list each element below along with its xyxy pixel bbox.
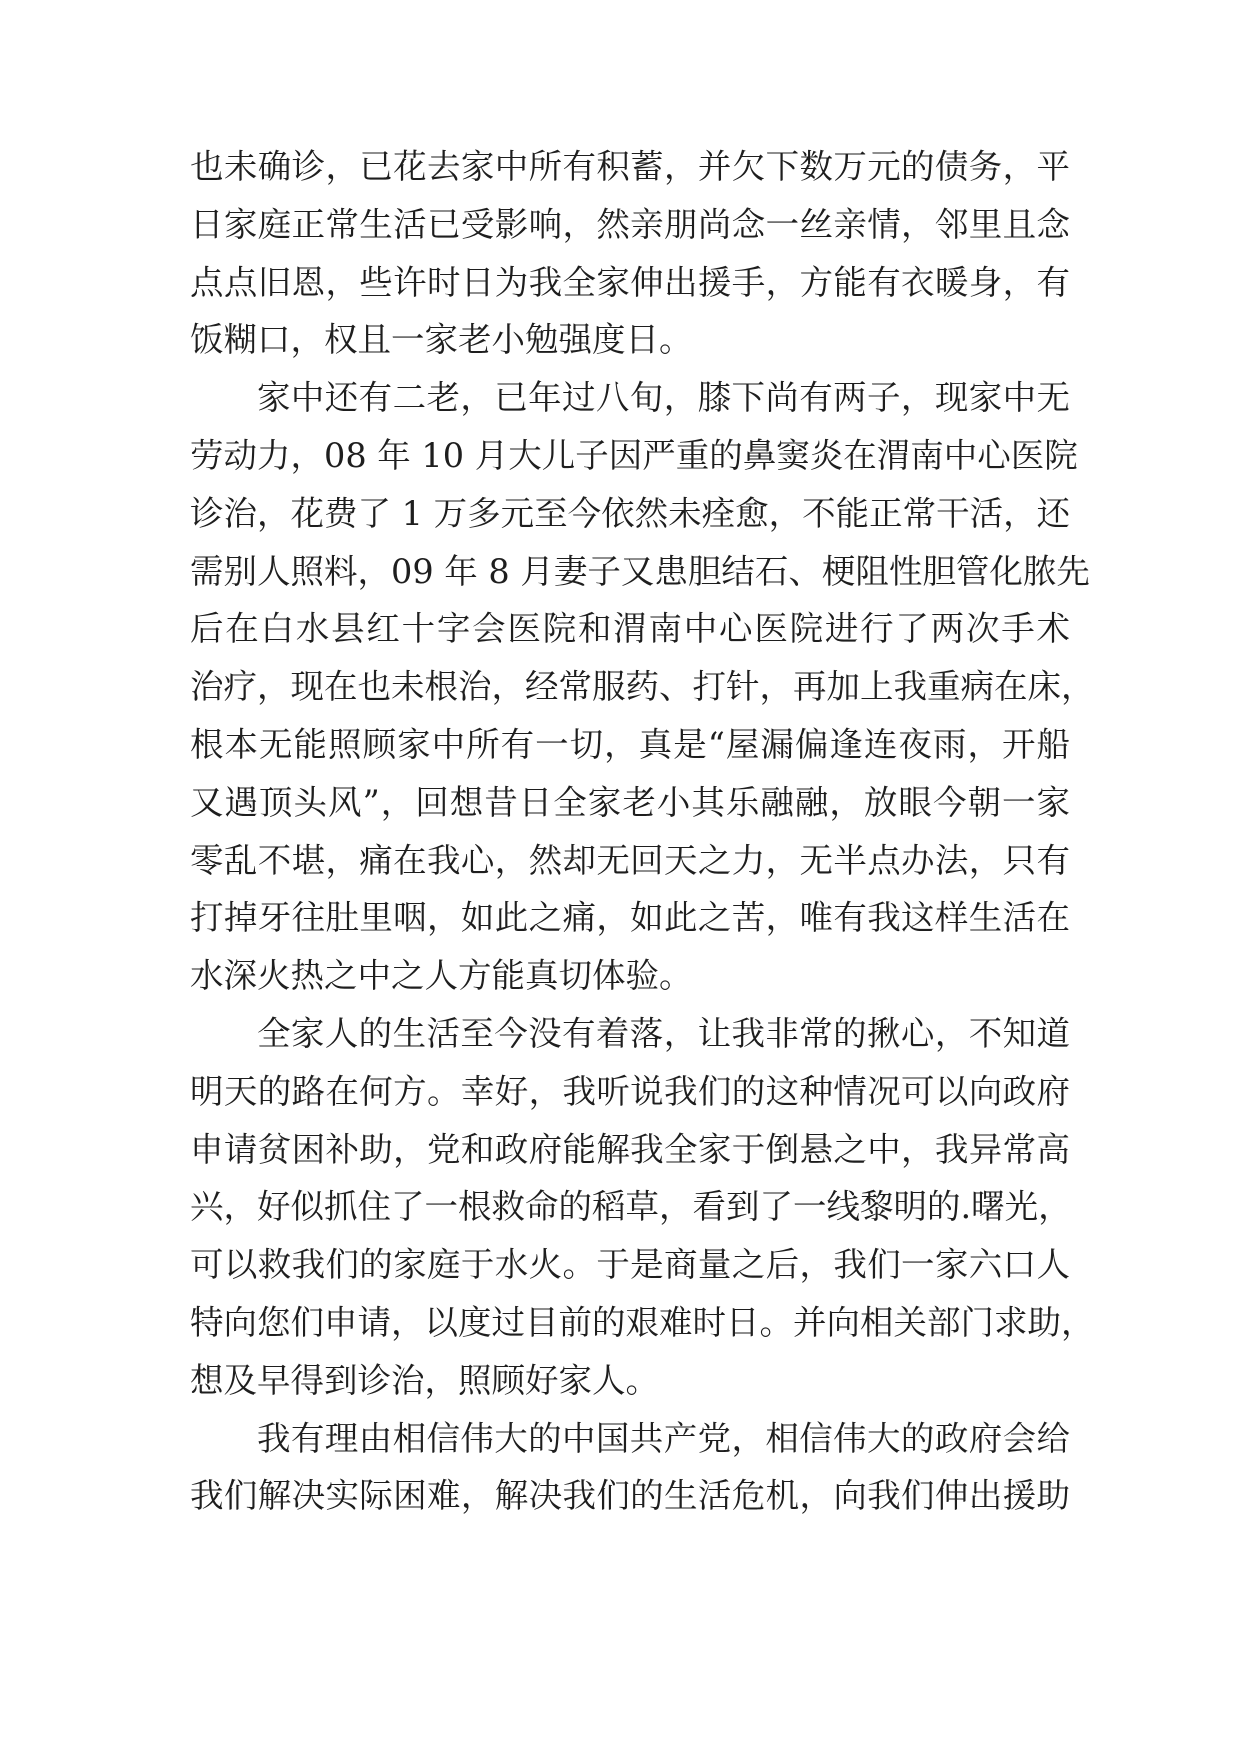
text-line: 点点旧恩，些许时日为我全家伸出援手，方能有衣暖身，有 (190, 262, 1070, 302)
paragraph-4 (190, 1410, 1070, 1526)
text-line: 家中还有二老，已年过八旬，膝下尚有两子，现家中无 (257, 378, 1070, 418)
text-line: 日家庭正常生活已受影响，然亲朋尚念一丝亲情，邻里且念 (190, 204, 1070, 244)
paragraph-2 (190, 369, 1095, 1005)
text-line: 兴，好似抓住了一根救命的稻草，看到了一线黎明的.曙光， (190, 1187, 1072, 1227)
text-line: 零乱不堪，痛在我心，然却无回天之力，无半点办法，只有 (190, 840, 1070, 880)
text-line: 打掉牙往肚里咽，如此之痛，如此之苦，唯有我这样生活在 (190, 898, 1070, 938)
text-line: 特向您们申请，以度过目前的艰难时日。并向相关部门求助， (190, 1302, 1095, 1342)
text-line: 全家人的生活至今没有着落，让我非常的揪心，不知道 (257, 1013, 1070, 1053)
text-line: 水深火热之中之人方能真切体验。 (190, 956, 693, 996)
text-line: 需别人照料，09 年 8 月妻子又患胆结石、梗阻性胆管化脓先 (190, 551, 1090, 591)
body-text (190, 138, 1095, 1525)
text-line: 想及早得到诊治，照顾好家人。 (190, 1360, 659, 1400)
text-line: 申请贫困补助，党和政府能解我全家于倒悬之中，我异常高 (190, 1129, 1070, 1169)
text-line: 我们解决实际困难，解决我们的生活危机，向我们伸出援助 (190, 1476, 1070, 1516)
text-line: 饭糊口，权且一家老小勉强度日。 (190, 320, 693, 360)
text-line: 也未确诊，已花去家中所有积蓄，并欠下数万元的债务，平 (190, 147, 1070, 186)
text-line: 根本无能照顾家中所有一切，真是“屋漏偏逢连夜雨，开船 (190, 724, 1070, 764)
text-line: 我有理由相信伟大的中国共产党，相信伟大的政府会给 (257, 1418, 1070, 1458)
text-line: 治疗，现在也未根治，经常服药、打针，再加上我重病在床， (190, 667, 1095, 707)
paragraph-1 (190, 138, 1070, 369)
text-line: 又遇顶头风”，回想昔日全家老小其乐融融，放眼今朝一家 (190, 782, 1070, 822)
text-line: 后在白水县红十字会医院和渭南中心医院进行了两次手术 (190, 609, 1070, 649)
text-line: 可以救我们的家庭于水火。于是商量之后，我们一家六口人 (190, 1245, 1070, 1285)
text-line: 明天的路在何方。幸好，我听说我们的这种情况可以向政府 (190, 1071, 1070, 1111)
text-line: 劳动力，08 年 10 月大儿子因严重的鼻窦炎在渭南中心医院 (190, 435, 1078, 475)
paragraph-3 (190, 1005, 1095, 1410)
text-line: 诊治，花费了 1 万多元至今依然未痊愈，不能正常干活，还 (190, 493, 1071, 533)
